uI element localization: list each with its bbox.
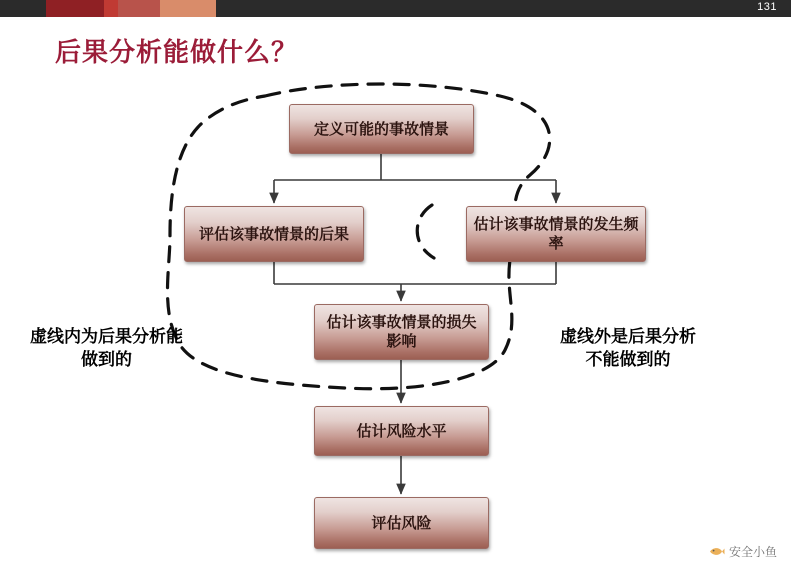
top-bar-segment-red	[46, 0, 104, 17]
watermark	[709, 543, 777, 560]
watermark-text: 安全小鱼	[728, 545, 777, 559]
slide-number: 131	[757, 1, 777, 13]
annotation-right: 虚线外是后果分析不能做到的	[560, 327, 696, 370]
top-bar-segment-crimson	[104, 0, 118, 17]
fish-icon	[709, 545, 725, 558]
flow-node-assess[interactable]: 评估该事故情景的后果	[184, 206, 364, 262]
flow-node-define[interactable]: 定义可能的事故情景	[289, 104, 474, 154]
annotation-left: 虚线内为后果分析能做到的	[30, 327, 183, 370]
top-bar	[0, 0, 791, 17]
flow-node-loss[interactable]: 估计该事故情景的损失影响	[314, 304, 489, 360]
flow-node-frequency[interactable]: 估计该事故情景的发生频率	[466, 206, 646, 262]
page-title: 后果分析能做什么？	[55, 38, 299, 68]
top-bar-segment-orange	[160, 0, 216, 17]
top-bar-segment-rose	[118, 0, 160, 17]
flow-node-risk-level[interactable]: 估计风险水平	[314, 406, 489, 456]
flow-node-evaluate-risk[interactable]: 评估风险	[314, 497, 489, 549]
